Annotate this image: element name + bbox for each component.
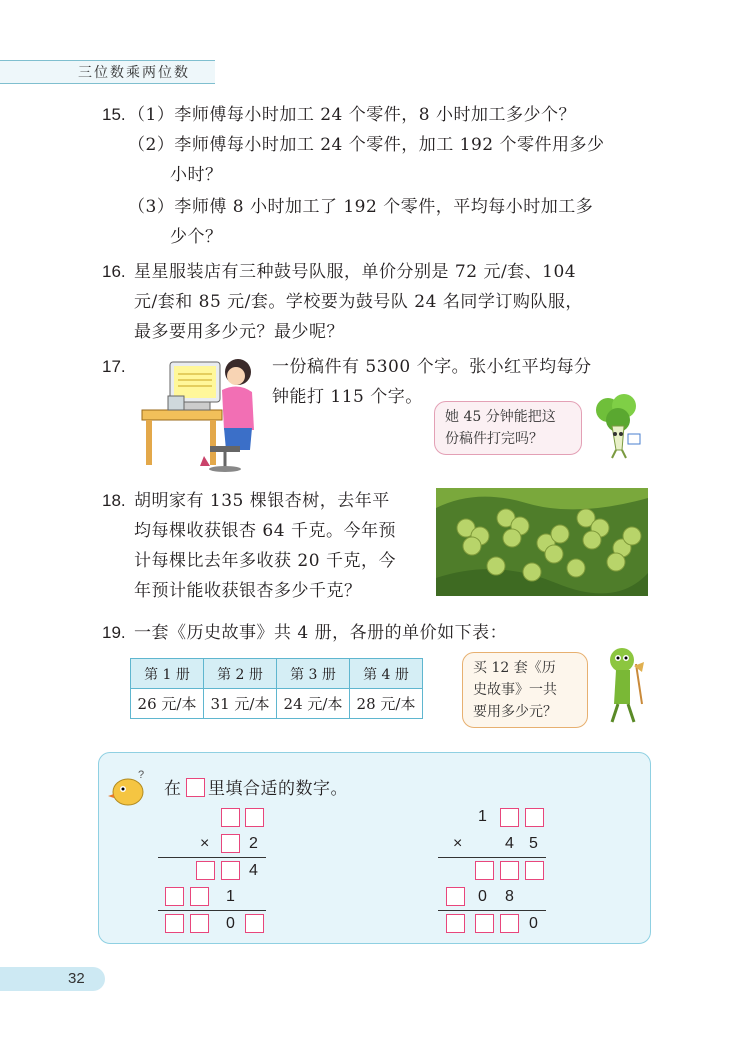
digit-box[interactable] xyxy=(500,914,519,933)
digit-text: 1 xyxy=(226,888,235,905)
q17-bubble-line1: 她 45 分钟能把这 xyxy=(445,409,556,425)
q16-number: 16. xyxy=(102,262,126,281)
q19-number: 19. xyxy=(102,623,126,642)
digit-box[interactable] xyxy=(525,861,544,880)
q18-number: 18. xyxy=(102,491,126,510)
digit-box[interactable] xyxy=(221,861,240,880)
table-header-cell: 第 1 册 xyxy=(131,659,204,689)
table-cell: 31 元/本 xyxy=(204,689,277,719)
q17-line2: 钟能打 115 个字。 xyxy=(272,387,423,407)
calc-rule xyxy=(438,910,546,911)
ginkgo-fruit-photo xyxy=(436,488,648,596)
pea-pod-character-illustration xyxy=(600,644,648,726)
q15-part2-line1: （2）李师傅每小时加工 24 个零件，加工 192 个零件用多少 xyxy=(128,135,605,155)
q15-number: 15. xyxy=(102,105,126,124)
digit-box[interactable] xyxy=(446,887,465,906)
digit-text: 0 xyxy=(478,888,487,905)
digit-box[interactable] xyxy=(500,861,519,880)
digit-text: 5 xyxy=(529,835,538,852)
table-header-row xyxy=(131,659,423,689)
q19-bubble-line2: 史故事》一共 xyxy=(473,682,557,698)
q16-line3: 最多要用多少元？最少呢？ xyxy=(134,322,344,342)
digit-text: 0 xyxy=(529,915,538,932)
q17-bubble-line2: 份稿件打完吗？ xyxy=(445,431,543,447)
chapter-header xyxy=(0,60,215,84)
table-cell: 24 元/本 xyxy=(277,689,350,719)
book-price-table xyxy=(130,658,423,719)
digit-box[interactable] xyxy=(245,914,264,933)
q17-speech-bubble xyxy=(434,401,582,455)
svg-text:?: ? xyxy=(138,769,145,781)
calc-rule xyxy=(158,857,266,858)
thinking-chick-icon xyxy=(108,768,150,808)
q16-line2: 元/套和 85 元/套。学校要为鼓号队 24 名同学订购队服， xyxy=(134,292,583,312)
q18-line1: 胡明家有 135 棵银杏树，去年平 xyxy=(134,491,390,511)
digit-box[interactable] xyxy=(475,914,494,933)
intro-example-box xyxy=(186,778,205,797)
q15-part1: （1）李师傅每小时加工 24 个零件，8 小时加工多少个？ xyxy=(128,105,576,125)
digit-text: 2 xyxy=(249,835,258,852)
q19-bubble-line3: 要用多少元？ xyxy=(473,704,557,720)
digit-box[interactable] xyxy=(221,834,240,853)
calc-rule xyxy=(438,857,546,858)
typing-girl-illustration xyxy=(140,350,270,472)
q18-line4: 年预计能收获银杏多少千克？ xyxy=(134,581,362,601)
table-cell: 28 元/本 xyxy=(350,689,423,719)
digit-box[interactable] xyxy=(190,914,209,933)
digit-box[interactable] xyxy=(165,914,184,933)
table-row xyxy=(131,689,423,719)
q17-number: 17. xyxy=(102,357,126,376)
table-header-cell: 第 4 册 xyxy=(350,659,423,689)
q15-part2-line2: 小时？ xyxy=(170,165,223,185)
q17-line1: 一份稿件有 5300 个字。张小红平均每分 xyxy=(272,357,592,377)
digit-box[interactable] xyxy=(245,808,264,827)
digit-box[interactable] xyxy=(190,887,209,906)
digit-box[interactable] xyxy=(221,808,240,827)
digit-box[interactable] xyxy=(446,914,465,933)
digit-text: 0 xyxy=(226,915,235,932)
puzzle-intro-prefix: 在 xyxy=(164,779,182,799)
q18-line3: 计每棵比去年多收获 20 千克，今 xyxy=(134,551,396,571)
digit-text: 4 xyxy=(505,835,514,852)
digit-box[interactable] xyxy=(525,808,544,827)
digit-box[interactable] xyxy=(475,861,494,880)
digit-box[interactable] xyxy=(500,808,519,827)
broccoli-character-illustration xyxy=(588,394,644,460)
digit-text: 8 xyxy=(505,888,514,905)
table-header-cell: 第 3 册 xyxy=(277,659,350,689)
page-number-bar xyxy=(0,967,105,991)
multiply-sign: × xyxy=(200,835,210,852)
multiply-sign: × xyxy=(453,835,463,852)
digit-box[interactable] xyxy=(165,887,184,906)
page-number: 32 xyxy=(68,970,85,987)
q16-line1: 星星服装店有三种鼓号队服，单价分别是 72 元/套、104 xyxy=(134,262,577,282)
table-cell: 26 元/本 xyxy=(131,689,204,719)
digit-box[interactable] xyxy=(196,861,215,880)
q19-bubble-line1: 买 12 套《历 xyxy=(473,660,556,676)
digit-text: 4 xyxy=(249,862,258,879)
q15-part3-line1: （3）李师傅 8 小时加工了 192 个零件，平均每小时加工多 xyxy=(128,197,594,217)
chapter-title: 三位数乘两位数 xyxy=(78,65,190,81)
q15-part3-line2: 少个？ xyxy=(170,227,223,247)
q18-line2: 均每棵收获银杏 64 千克。今年预 xyxy=(134,521,396,541)
calc-rule xyxy=(158,910,266,911)
puzzle-intro-suffix: 里填合适的数字。 xyxy=(208,779,348,799)
q19-speech-bubble xyxy=(462,652,588,728)
q19-line1: 一套《历史故事》共 4 册，各册的单价如下表： xyxy=(134,623,508,643)
table-header-cell: 第 2 册 xyxy=(204,659,277,689)
digit-text: 1 xyxy=(478,808,487,825)
